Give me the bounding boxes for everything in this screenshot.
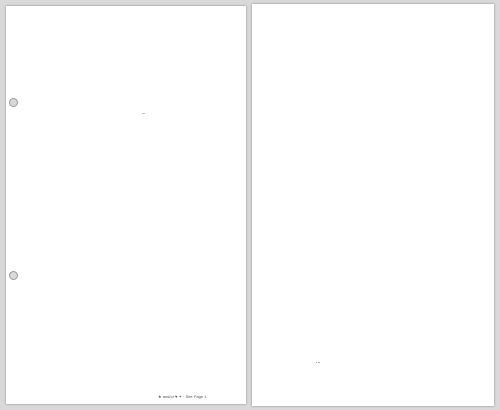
day-counter-title (252, 4, 319, 116)
right-calendar-page (252, 4, 494, 406)
binder-hole (9, 271, 18, 280)
left-calendar-page (6, 6, 246, 404)
back-counter-heading: ... (316, 359, 321, 365)
binder-hole (9, 98, 18, 107)
day-of-year-label: – (142, 111, 146, 117)
footnote: ★ and/or ♥ ✦ · See Page 1 (158, 394, 207, 399)
